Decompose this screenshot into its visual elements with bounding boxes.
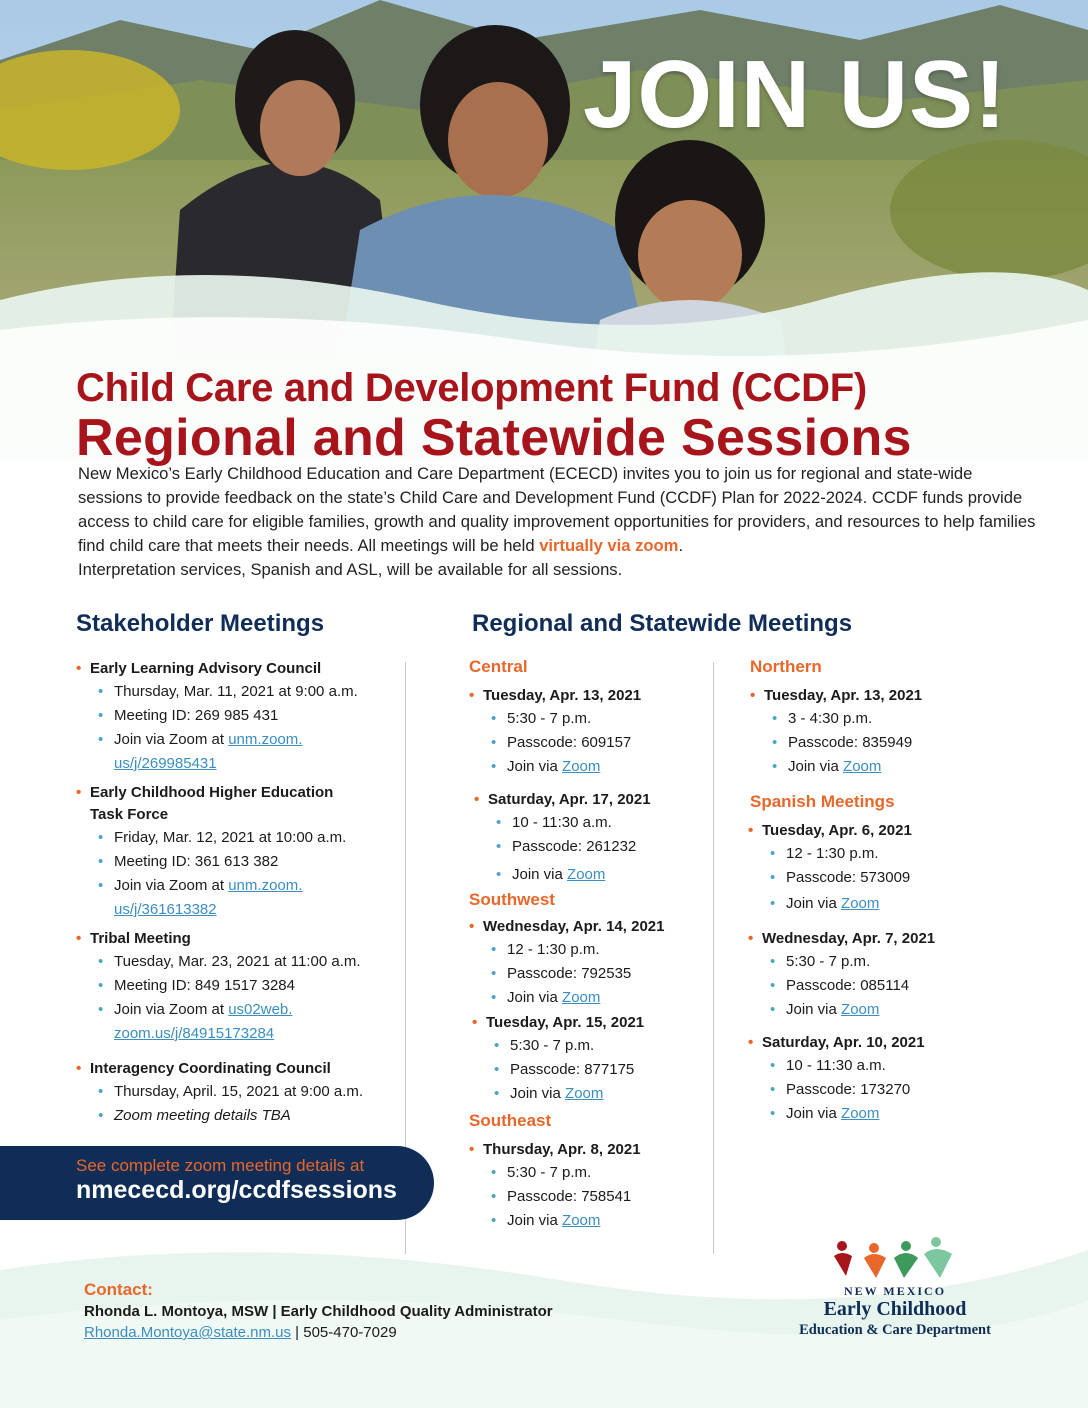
zoom-link-cont[interactable]: us/j/361613382 [114, 901, 217, 918]
session-central-2 [474, 789, 714, 887]
meeting-date: • Thursday, Mar. 11, 2021 at 9:00 a.m. [114, 680, 386, 704]
column-divider [713, 662, 714, 1254]
join-text: Join via [507, 989, 563, 1006]
session-date: • Tuesday, Apr. 13, 2021 [469, 685, 709, 707]
zoom-link[interactable]: Zoom [841, 1001, 880, 1018]
session-date: • Saturday, Apr. 10, 2021 [748, 1032, 1008, 1054]
contact-details [84, 1324, 397, 1341]
region-spanish: Spanish Meetings [750, 792, 895, 811]
meeting-title-line1: Early Childhood Higher Education [90, 784, 334, 801]
ccdf-heading: Child Care and Development Fund (CCDF) [76, 366, 867, 410]
session-join [786, 1102, 1008, 1126]
join-text: Join via [510, 1085, 566, 1102]
zoom-link[interactable]: unm.zoom. [228, 731, 303, 748]
join-prefix: Join via Zoom at [114, 1001, 229, 1018]
zoom-link[interactable]: Zoom [841, 1105, 880, 1122]
stakeholder-heading: Stakeholder Meetings [76, 610, 325, 637]
session-join [786, 892, 1008, 916]
intro-interpretation: Interpretation services, Spanish and ASL, will be available for all sessions. [78, 560, 623, 579]
join-text: Join via [786, 895, 842, 912]
sessions-banner[interactable] [0, 1146, 434, 1220]
zoom-link[interactable]: Zoom [565, 1085, 604, 1102]
logo-state: NEW MEXICO [843, 1284, 947, 1298]
session-spanish-2 [748, 928, 1008, 1022]
meeting-elac [76, 658, 386, 776]
session-passcode: • Passcode: 261232 [512, 835, 714, 859]
session-time: • 5:30 - 7 p.m. [507, 707, 709, 731]
session-spanish-1 [748, 820, 1008, 916]
session-central-1 [469, 685, 709, 779]
session-northern-1 [750, 685, 1010, 779]
session-passcode: • Passcode: 835949 [788, 731, 1010, 755]
session-join [507, 755, 709, 779]
meeting-join [114, 998, 386, 1046]
meeting-title [76, 782, 386, 826]
session-date: • Wednesday, Apr. 14, 2021 [469, 916, 709, 938]
meeting-date: • Friday, Mar. 12, 2021 at 10:00 a.m. [114, 826, 386, 850]
region-northern: Northern [750, 657, 822, 676]
session-time: • 10 - 11:30 a.m. [512, 811, 714, 835]
logo-name: Early Childhood [823, 1298, 967, 1320]
meeting-title: • Early Learning Advisory Council [76, 658, 386, 680]
join-us-title: JOIN US! [582, 41, 1008, 148]
session-passcode: • Passcode: 085114 [786, 974, 1008, 998]
meeting-date: • Thursday, April. 15, 2021 at 9:00 a.m. [114, 1080, 396, 1104]
zoom-link[interactable]: Zoom [562, 758, 601, 775]
session-date: • Thursday, Apr. 8, 2021 [469, 1139, 709, 1161]
session-spanish-3 [748, 1032, 1008, 1126]
session-join [510, 1082, 712, 1106]
session-join [786, 998, 1008, 1022]
session-time: • 12 - 1:30 p.m. [507, 938, 709, 962]
zoom-link[interactable]: Zoom [567, 866, 606, 883]
session-time: • 12 - 1:30 p.m. [786, 842, 1008, 866]
meeting-title: • Tribal Meeting [76, 928, 386, 950]
session-date: • Tuesday, Apr. 6, 2021 [748, 820, 1008, 842]
session-join [788, 755, 1010, 779]
session-date: • Wednesday, Apr. 7, 2021 [748, 928, 1008, 950]
meeting-id: • Meeting ID: 361 613 382 [114, 850, 386, 874]
session-southwest-2 [472, 1012, 712, 1106]
session-passcode: • Passcode: 173270 [786, 1078, 1008, 1102]
session-time: • 3 - 4:30 p.m. [788, 707, 1010, 731]
zoom-link[interactable]: Zoom [562, 989, 601, 1006]
meeting-title-line2: Task Force [90, 806, 169, 823]
join-prefix: Join via Zoom at [114, 731, 229, 748]
meeting-join [114, 874, 386, 922]
zoom-link[interactable]: unm.zoom. [228, 877, 303, 894]
join-prefix: Join via Zoom at [114, 877, 229, 894]
session-join [512, 863, 714, 887]
contact-heading: Contact: [84, 1280, 153, 1299]
join-text: Join via [507, 1212, 563, 1229]
zoom-link[interactable]: us02web. [228, 1001, 293, 1018]
contact-email[interactable]: Rhonda.Montoya@state.nm.us [84, 1324, 292, 1341]
logo-dept: Education & Care Department [799, 1322, 991, 1338]
meeting-tribal [76, 928, 386, 1046]
meeting-date: • Tuesday, Mar. 23, 2021 at 11:00 a.m. [114, 950, 386, 974]
meeting-higher-ed [76, 782, 386, 922]
contact-phone: | 505-470-7029 [291, 1324, 397, 1341]
session-passcode: • Passcode: 792535 [507, 962, 709, 986]
meeting-icc [76, 1058, 396, 1128]
session-passcode: • Passcode: 758541 [507, 1185, 709, 1209]
session-time: • 5:30 - 7 p.m. [786, 950, 1008, 974]
join-text: Join via [786, 1105, 842, 1122]
regional-heading: Regional and Statewide Meetings [472, 610, 853, 637]
join-text: Join via [512, 866, 568, 883]
contact-name: Rhonda L. Montoya, MSW | Early Childhood Quality Administrator [84, 1303, 553, 1320]
meeting-id: • Meeting ID: 269 985 431 [114, 704, 386, 728]
intro-highlight: virtually via zoom [539, 536, 679, 555]
intro-text: New Mexico’s Early Childhood Education and Care Department (ECECD) invites you to join us for regional and state-wide sessions to provide feedback on the state’s Child Care and Development Fund (CCDF) Plan for 2022-2024. CCDF funds provide access to child care for eligible families, growth and quality improvement opportunities for providers, and resources to help families find child care that meets their needs. All meetings will be held [78, 464, 1036, 555]
session-southwest-1 [469, 916, 709, 1010]
join-text: Join via [786, 1001, 842, 1018]
join-text: Join via [788, 758, 844, 775]
session-passcode: • Passcode: 573009 [786, 866, 1008, 890]
session-time: • 10 - 11:30 a.m. [786, 1054, 1008, 1078]
session-date: • Saturday, Apr. 17, 2021 [474, 789, 714, 811]
meeting-id: • Meeting ID: 849 1517 3284 [114, 974, 386, 998]
zoom-link[interactable]: Zoom [562, 1212, 601, 1229]
join-text: Join via [507, 758, 563, 775]
session-time: • 5:30 - 7 p.m. [507, 1161, 709, 1185]
session-join [507, 986, 709, 1010]
region-central: Central [469, 657, 528, 676]
zoom-link-cont[interactable]: us/j/269985431 [114, 755, 217, 772]
zoom-link[interactable]: Zoom [841, 895, 880, 912]
session-time: • 5:30 - 7 p.m. [510, 1034, 712, 1058]
meeting-join [114, 728, 386, 776]
region-southwest: Southwest [469, 890, 555, 909]
intro-end: . [678, 536, 684, 555]
meeting-note: • Zoom meeting details TBA [114, 1104, 396, 1128]
ececd-logo-icon [830, 1236, 960, 1282]
session-passcode: • Passcode: 609157 [507, 731, 709, 755]
sessions-heading: Regional and Statewide Sessions [76, 409, 912, 467]
zoom-link[interactable]: Zoom [843, 758, 882, 775]
session-date: • Tuesday, Apr. 13, 2021 [750, 685, 1010, 707]
meeting-title: • Interagency Coordinating Council [76, 1058, 396, 1080]
zoom-link-cont[interactable]: zoom.us/j/84915173284 [114, 1025, 275, 1042]
session-date: • Tuesday, Apr. 15, 2021 [472, 1012, 712, 1034]
intro-paragraph [78, 462, 1038, 582]
banner-line1: See complete zoom meeting details at [76, 1156, 365, 1175]
banner-url[interactable]: nmececd.org/ccdfsessions [76, 1176, 397, 1204]
region-southeast: Southeast [469, 1111, 552, 1130]
session-passcode: • Passcode: 877175 [510, 1058, 712, 1082]
